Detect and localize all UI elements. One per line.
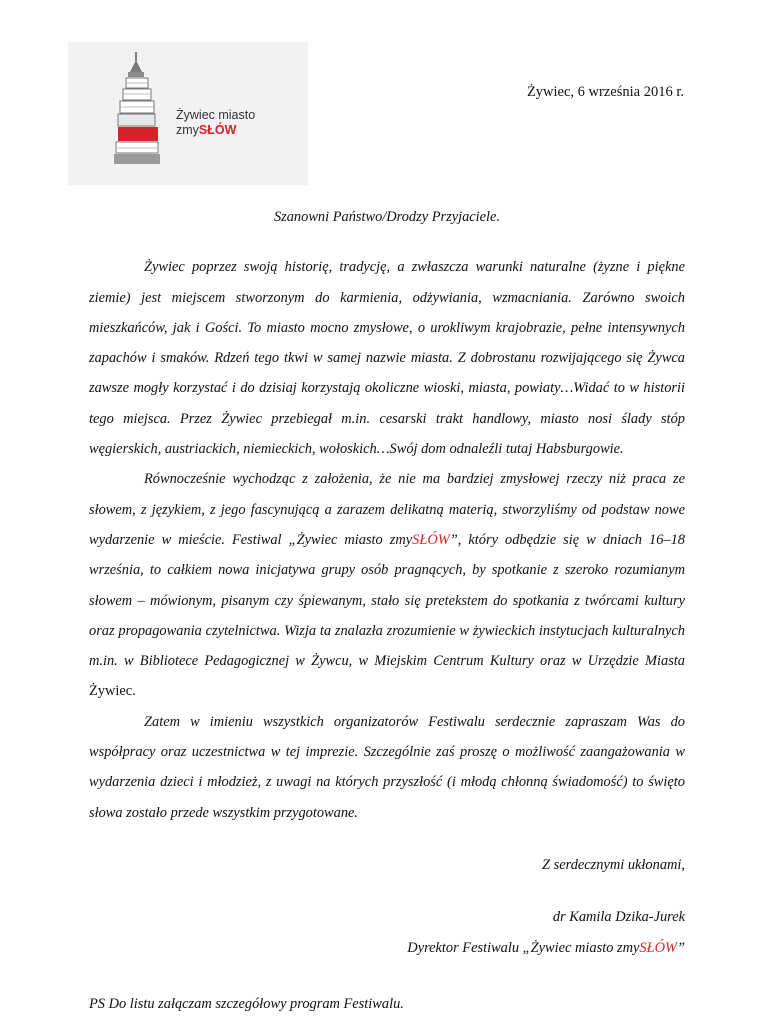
letter-body: [89, 202, 685, 1019]
paragraph-2-part-1: Równocześnie wychodząc z założenia, że nie ma bardziej zmysłowej rzeczy niż praca ze słowem, z językiem, z jego fascynującą a zarazem delikatną materią, stworzyliśmy od podstaw nowe wydarzenie w mieście. Festiwal „Żywiec miasto zmy: [89, 471, 685, 548]
signature-title-suffix: ”: [676, 939, 685, 956]
signature-title-prefix: Dyrektor Festiwalu „Żywiec miasto zmy: [407, 939, 640, 956]
festival-logo: [68, 42, 308, 185]
logo-wordmark: [176, 108, 255, 138]
paragraph-3: Zatem w imieniu wszystkich organizatorów Festiwalu serdecznie zapraszam Was do współpracy oraz uczestnictwa w tej imprezie. Szczególnie zaś proszę o możliwość zaangażowania w wydarzenia dzieci i młodzież, z uwagi na których przyszłość (i młodą chłonną świadomość) to święto słowa zostało przede wszystkim przygotowane.: [89, 713, 685, 821]
salutation: Szanowni Państwo/Drodzy Przyjaciele.: [273, 209, 501, 225]
signature-title-accent: SŁÓW: [639, 939, 677, 956]
letter-date: Żywiec, 6 września 2016 r.: [526, 84, 684, 100]
paragraph-2: [89, 464, 685, 706]
logo-accent: SŁÓW: [198, 123, 237, 137]
paragraph-2-part-2: ”, który odbędzie się w dniach 16–18 września, to całkiem nowa inicjatywa grupy osób pragnących, by spotkanie z szeroko rozumianym słowem – mówionym, pisanym czy śpiewanym, stało się pretekstem do spotkania z twórcami kultury oraz propagowania czytelnictwa. Wizja ta znalazła zrozumienie w żywieckich instytucjach kulturalnych m.in. w Bibliotece Pedagogicznej w Żywcu, w Miejskim Centrum Kultury oraz w Urzędzie Miasta: [89, 531, 685, 670]
paragraph-2-accent: SŁÓW: [412, 531, 450, 548]
logo-line-1: Żywiec miasto: [176, 108, 256, 122]
logo-line-2: [176, 123, 255, 138]
paragraph-1: Żywiec poprzez swoją historię, tradycję, a zwłaszcza warunki naturalne (żyzne i piękne ziemie) jest miejscem stworzonym do karmienia, odżywiania, wzmacniania. Zarówno swoich mieszkańców, jak i Gości. To miasto mocno zmysłowe, o urokliwym krajobrazie, pełne intensywnych zapachów i smaków. Rdzeń tego tkwi w samej nazwie miasta. Z dobrostanu rozwijającego się Żywca zawsze mogły korzystać i do dzisiaj korzystają okoliczne wioski, miasta, powiaty…Widać to w historii tego miejsca. Przez Żywiec przebiegał m.in. cesarski trakt handlowy, miasto nosi ślady stóp węgierskich, austriackich, niemieckich, wołoskich…Swój dom odnaleźli tutaj Habsburgowie.: [89, 259, 685, 458]
logo-prefix: zmy: [176, 123, 199, 137]
paragraph-2-end: Żywiec.: [89, 683, 136, 700]
signature-title: [89, 933, 685, 963]
signature-name: dr Kamila Dzika-Jurek: [552, 909, 685, 926]
postscript: PS Do listu załączam szczegółowy program Festiwalu.: [89, 995, 404, 1012]
closing-line: Z serdecznymi ukłonami,: [542, 856, 685, 873]
